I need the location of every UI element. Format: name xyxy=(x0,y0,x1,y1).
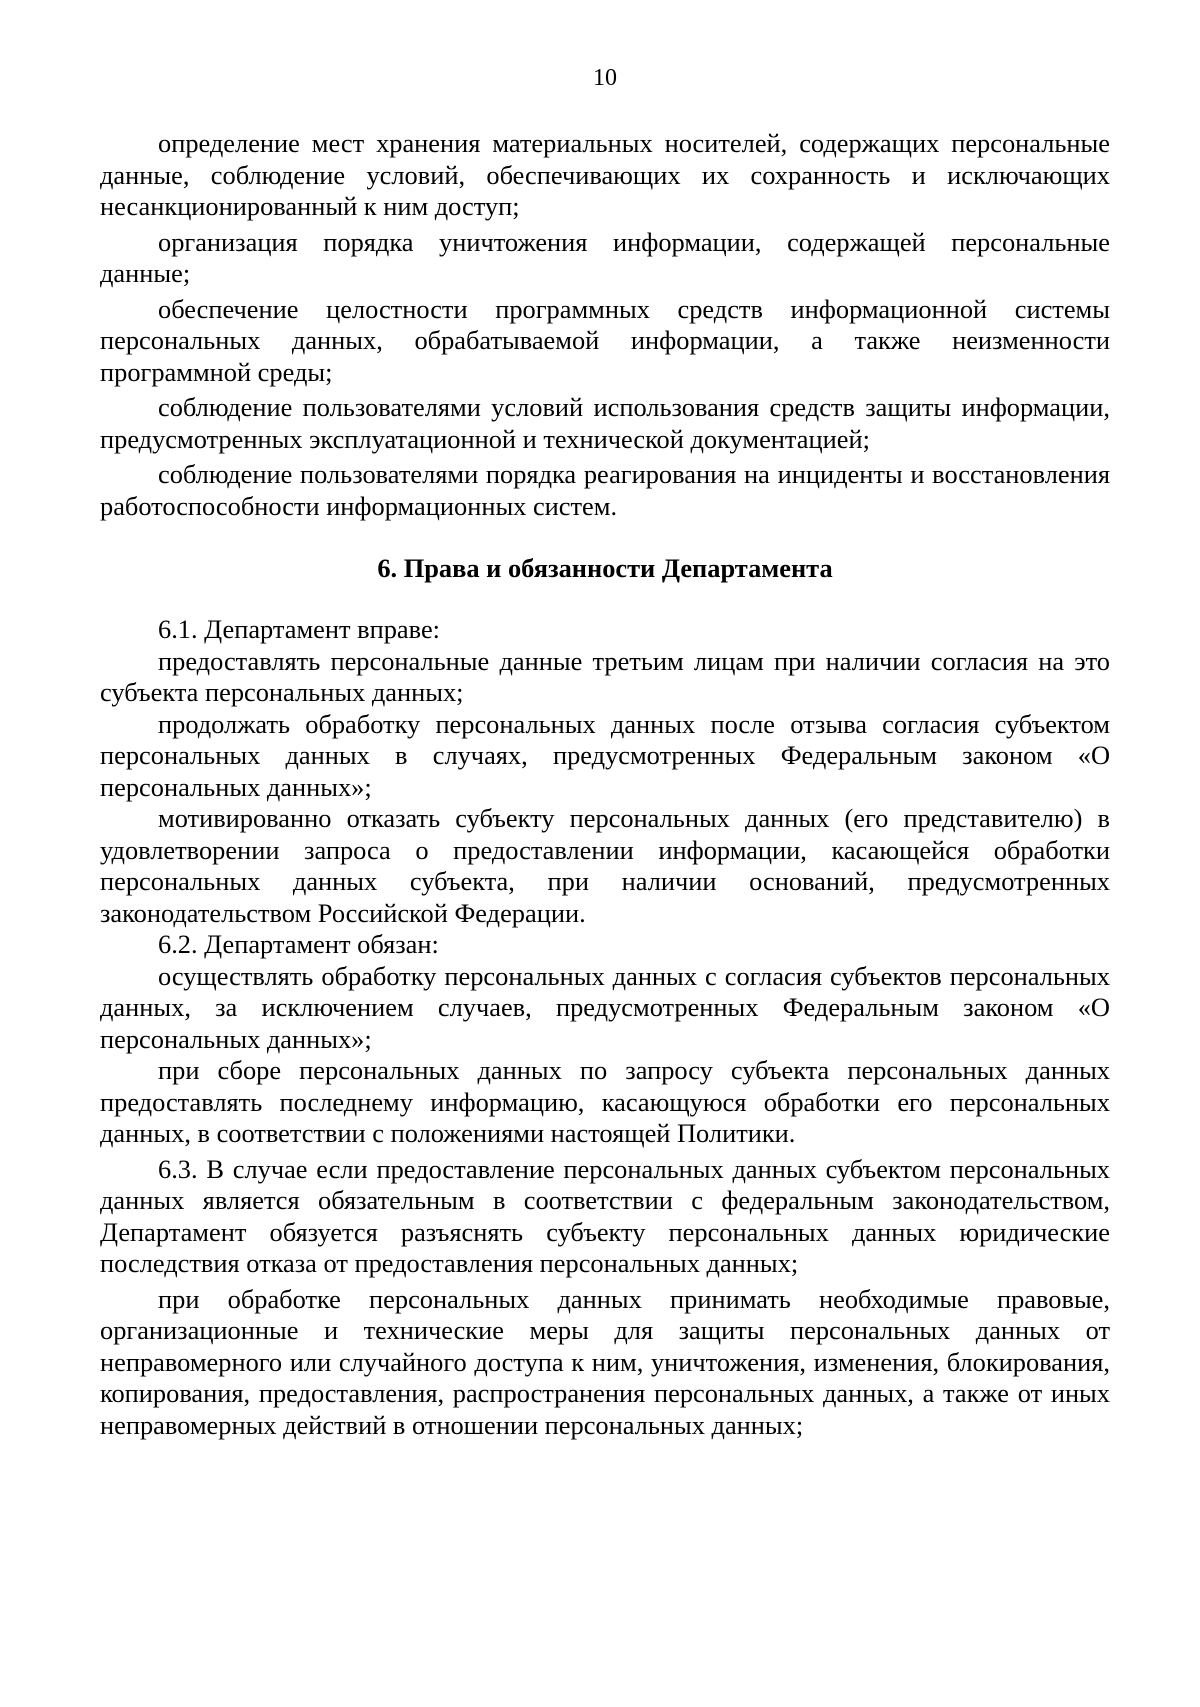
paragraph-protection-tools: соблюдение пользователями условий использования средств защиты информации, предусмотренных эксплуатационной и технической документацией; xyxy=(100,392,1110,454)
paragraph-storage-places: определение мест хранения материальных носителей, содержащих персональные данные, соблюдение условий, обеспечивающих их сохранность и исключающих несанкционированный к ним доступ; xyxy=(100,128,1110,221)
paragraph-refuse-request: мотивированно отказать субъекту персональных данных (его представителю) в удовлетворении запроса о предоставлении информации, касающейся обработки персональных данных субъекта, при наличии оснований, предусмотренных законодательством Российской Федерации. xyxy=(100,803,1110,928)
paragraph-consent-processing: осуществлять обработку персональных данных с согласия субъектов персональных данных, за исключением случаев, предусмотренных Федеральным законом «О персональных данных»; xyxy=(100,960,1110,1054)
paragraph-destruction-order: организация порядка уничтожения информации, содержащей персональные данные; xyxy=(100,226,1110,288)
clause-6-2-heading: 6.2. Департамент обязан: xyxy=(158,929,439,959)
clause-6-1-heading: 6.1. Департамент вправе: xyxy=(158,614,440,644)
paragraph-protection-measures: при обработке персональных данных принимать необходимые правовые, организационные и технические меры для защиты персональных данных от неправомерного или случайного доступа к ним, уничтожения, изменения, блокирования, копирования, предоставления, распространения персональных данных, а также от иных неправомерных действий в отношении персональных данных; xyxy=(100,1283,1110,1440)
paragraph-integrity: обеспечение целостности программных средств информационной системы персональных данных, обрабатываемой информации, а также неизменности программной среды; xyxy=(100,293,1110,387)
paragraph-collection-info: при сборе персональных данных по запросу субъекта персональных данных предоставлять последнему информацию, касающуюся обработки его персональных данных, в соответствии с положениями настоящей Политики. xyxy=(100,1055,1110,1148)
paragraph-third-parties: предоставлять персональные данные третьим лицам при наличии согласия на это субъекта персональных данных; xyxy=(100,645,1110,707)
page-number: 10 xyxy=(593,65,617,91)
paragraph-incident-response: соблюдение пользователями порядка реагирования на инциденты и восстановления работоспособности информационных систем. xyxy=(100,459,1110,521)
section-title: 6. Права и обязанности Департамента xyxy=(377,553,833,583)
paragraph-continue-processing: продолжать обработку персональных данных после отзыва согласия субъектом персональных данных в случаях, предусмотренных Федеральным законом «О персональных данных»; xyxy=(100,708,1110,802)
clause-6-3: 6.3. В случае если предоставление персональных данных субъектом персональных данных является обязательным в соответствии с федеральным законодательством, Департамент обязуется разъяснять субъекту персональных данных юридические последствия отказа от предоставления персональных данных; xyxy=(100,1153,1110,1278)
document-page xyxy=(100,64,1110,1441)
